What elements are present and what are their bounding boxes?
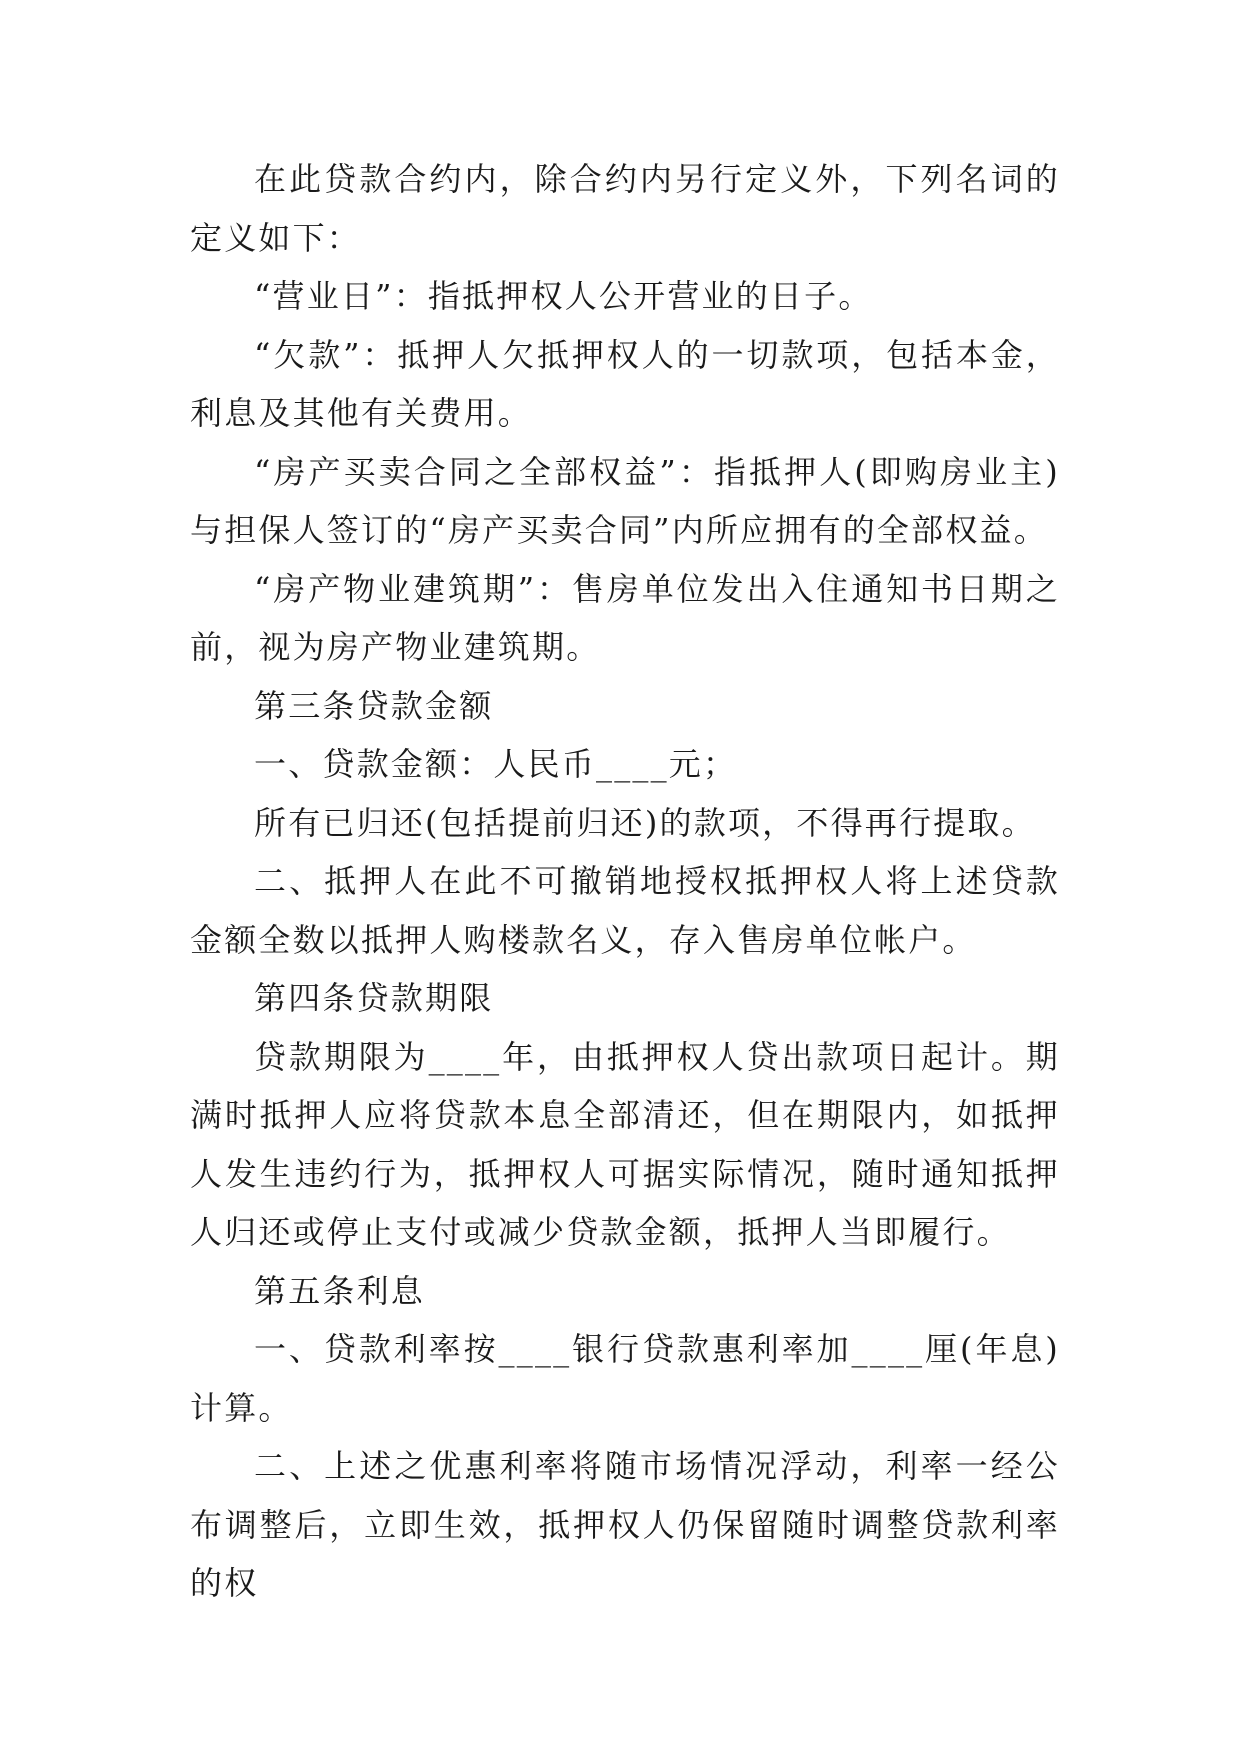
section-heading-article-4: 第四条贷款期限 — [254, 979, 494, 1017]
paragraph-definition-business-day: “营业日”：指抵押权人公开营业的日子。 — [254, 277, 873, 315]
paragraph-definitions-intro: 在此贷款合约内，除合约内另行定义外，下列名词的定义如下： — [190, 160, 1060, 257]
paragraph-rate-adjustment: 二、上述之优惠利率将随市场情况浮动，利率一经公布调整后，立即生效，抵押权人仍保留随时调整贷款利率的权 — [190, 1447, 1060, 1602]
paragraph-definition-arrears: “欠款”：抵押人欠抵押权人的一切款项，包括本金，利息及其他有关费用。 — [190, 335, 1060, 432]
paragraph-authorization: 二、抵押人在此不可撤销地授权抵押权人将上述贷款金额全数以抵押人购楼款名义，存入售房单位帐户。 — [190, 862, 1060, 959]
paragraph-definition-contract-rights: “房产买卖合同之全部权益”：指抵押人(即购房业主)与担保人签订的“房产买卖合同”内所应拥有的全部权益。 — [190, 452, 1060, 549]
section-heading-article-3: 第三条贷款金额 — [254, 686, 494, 725]
section-heading-article-5: 第五条利息 — [254, 1271, 426, 1310]
document-body — [190, 150, 1060, 1613]
paragraph-definition-construction-period: “房产物业建筑期”：售房单位发出入住通知书日期之前，视为房产物业建筑期。 — [190, 569, 1060, 666]
paragraph-loan-term: 贷款期限为____年，由抵押权人贷出款项日起计。期满时抵押人应将贷款本息全部清还，但在期限内，如抵押人发生违约行为，抵押权人可据实际情况，随时通知抵押人归还或停止支付或减少贷款金额，抵押人当即履行。 — [190, 1037, 1060, 1251]
paragraph-loan-amount: 一、贷款金额：人民币____元； — [254, 745, 738, 783]
paragraph-interest-rate: 一、贷款利率按____银行贷款惠利率加____厘(年息)计算。 — [190, 1330, 1060, 1427]
paragraph-repaid-amounts: 所有已归还(包括提前归还)的款项，不得再行提取。 — [254, 803, 1036, 842]
